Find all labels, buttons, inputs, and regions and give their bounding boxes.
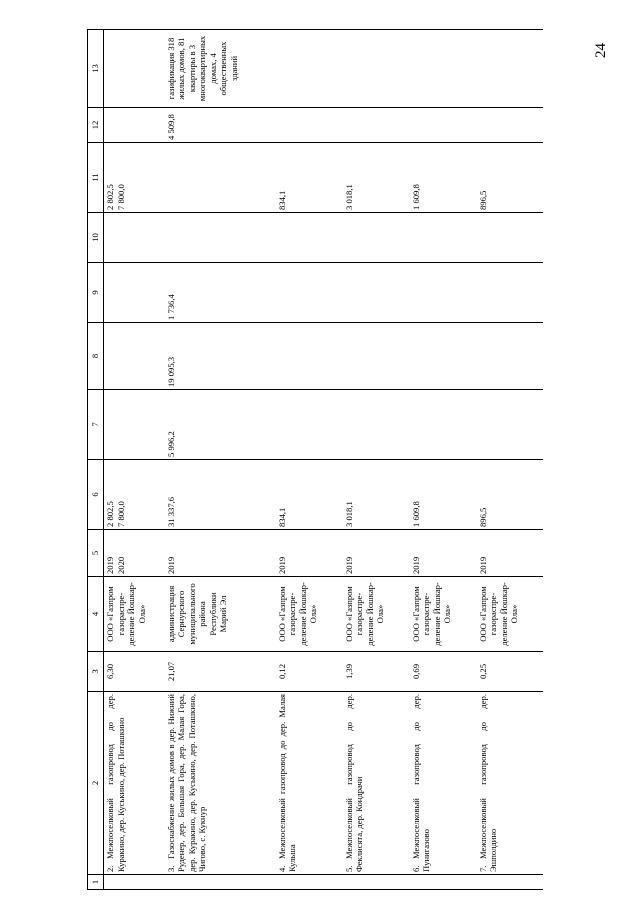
column-12-value: 4 509,8 [165,114,176,140]
length-cell [165,652,276,692]
column-9-cell [410,263,477,323]
column-11-cell [343,143,410,213]
column-12-cell [165,108,276,143]
object-name-cell [410,692,477,875]
column-11-value: 7 800,0 [115,184,126,210]
column-header: 10 [88,213,104,263]
length-value: 0,25 [477,663,488,680]
column-11-value: 3 018,1 [343,184,354,210]
organization-cell [165,577,276,652]
year-value: 2020 [115,556,126,574]
total-amount-value: 31 337,6 [165,496,176,527]
year-value: 2019 [276,556,287,574]
column-10-cell [477,213,543,263]
note-cell [410,30,477,108]
column-10-cell [165,213,276,263]
column-12-cell [343,108,410,143]
length-value: 21,07 [165,661,176,682]
note-text: газификация 318 жилых домов, 81 квартиры в 3 многоквартирных домах, 4 общественных зданий [165,35,239,102]
column-7-cell [165,390,276,460]
column-7-cell [276,390,343,460]
length-cell [410,652,477,692]
column-9-cell [104,263,165,323]
object-name-cell [104,692,165,875]
column-11-cell [410,143,477,213]
total-amount-cell [104,460,165,530]
column-8-cell [165,323,276,390]
year-value: 2019 [105,556,115,574]
column-10-cell [343,213,410,263]
column-number-row [88,30,104,890]
row-number: 4. [276,865,287,872]
column-11-value: 896,5 [477,190,488,210]
year-cell [165,530,276,577]
column-header: 4 [88,577,104,652]
column-7-value: 5 996,2 [165,431,176,457]
total-amount-cell [343,460,410,530]
length-cell [477,652,543,692]
table-row [477,30,543,890]
table-row [165,30,276,890]
column-header: 7 [88,390,104,460]
year-cell [477,530,543,577]
column-7-cell [477,390,543,460]
year-cell [104,530,165,577]
column-12-cell [477,108,543,143]
total-amount-value: 1 609,8 [410,501,421,527]
column-11-cell [165,143,276,213]
note-cell [276,30,343,108]
object-name-cell [165,692,276,875]
year-cell [276,530,343,577]
year-value: 2019 [477,556,488,574]
note-cell [104,30,165,108]
row-number-cell [477,875,543,890]
table-row [343,30,410,890]
column-10-cell [104,213,165,263]
column-12-cell [410,108,477,143]
object-name-cell [477,692,543,875]
column-9-cell [276,263,343,323]
organization-cell [276,577,343,652]
organization-name: ООО «Газпром газораспре-деление Йошкар-Ола» [276,582,318,646]
organization-cell [343,577,410,652]
column-header: 8 [88,323,104,390]
object-name: Межпоселковый газопровод до дер. Феклисята, дер. Кондрачи [343,694,364,872]
organization-cell [410,577,477,652]
column-header: 2 [88,692,104,875]
table-row [410,30,477,890]
organization-name: ООО «Газпром газораспре-деление Йошкар-Ола» [105,582,147,646]
total-amount-cell [165,460,276,530]
column-8-cell [104,323,165,390]
column-header: 6 [88,460,104,530]
row-number: 7. [477,865,488,872]
total-amount-value: 834,1 [276,507,287,527]
column-12-cell [276,108,343,143]
length-cell [276,652,343,692]
row-number-cell [410,875,477,890]
organization-cell [477,577,543,652]
column-8-cell [343,323,410,390]
length-value: 0,69 [410,663,421,680]
column-header: 1 [88,875,104,890]
column-header: 3 [88,652,104,692]
organization-name: ООО «Газпром газораспре-деление Йошкар-Ола» [477,582,519,646]
column-9-cell [343,263,410,323]
year-value: 2019 [410,556,421,574]
row-number-cell [276,875,343,890]
column-8-value: 19 095,3 [165,356,176,387]
total-amount-value: 3 018,1 [343,501,354,527]
row-number-cell [165,875,276,890]
total-amount-value: 896,5 [477,507,488,527]
total-amount-cell [276,460,343,530]
row-number-cell [343,875,410,890]
column-8-cell [276,323,343,390]
column-header: 5 [88,530,104,577]
column-7-cell [343,390,410,460]
row-number: 2. [105,865,115,872]
column-12-cell [104,108,165,143]
column-7-cell [410,390,477,460]
page-number: 24 [593,43,609,58]
note-cell [343,30,410,108]
year-value: 2019 [165,556,176,574]
column-10-cell [276,213,343,263]
row-number-cell [104,875,165,890]
column-11-value: 2 802,5 [105,184,115,210]
organization-name: ООО «Газпром газораспре-деление Йошкар-Ола» [343,582,385,646]
column-8-cell [477,323,543,390]
column-11-value: 834,1 [276,190,287,210]
row-number: 3. [165,865,176,872]
object-name-cell [343,692,410,875]
year-value: 2019 [343,556,354,574]
note-cell [165,30,276,108]
column-11-cell [276,143,343,213]
column-7-cell [104,390,165,460]
object-name: Межпоселковый газопровод до дер. Куракино, дер. Куськино, дер. Поташкино [105,694,126,872]
total-amount-value: 2 802,5 [105,501,115,527]
gas-supply-table [87,29,543,890]
total-amount-value: 7 800,0 [115,501,126,527]
year-cell [410,530,477,577]
total-amount-cell [410,460,477,530]
column-10-cell [410,213,477,263]
object-name: Межпоселковый газопровод до дер. Эшполдино [477,694,498,872]
length-value: 1,39 [343,663,354,680]
column-11-cell [477,143,543,213]
column-9-cell [477,263,543,323]
length-cell [104,652,165,692]
column-8-cell [410,323,477,390]
organization-name: администрация Сернурского муниципального района Республики Марий Эл [165,583,228,645]
table-row [276,30,343,890]
row-number: 6. [410,865,421,872]
column-9-cell [165,263,276,323]
table-row [104,30,165,890]
column-header: 11 [88,143,104,213]
column-9-value: 1 736,4 [165,294,176,320]
total-amount-cell [477,460,543,530]
object-name: Межпоселковый газопровод до дер. Пунигазово [410,694,431,872]
rotated-table-container [87,30,637,890]
object-name-cell [276,692,343,875]
length-value: 0,12 [276,663,287,680]
organization-name: ООО «Газпром газораспре-деление Йошкар-Ола» [410,582,452,646]
length-cell [343,652,410,692]
column-11-value: 1 609,8 [410,184,421,210]
organization-cell [104,577,165,652]
column-header: 12 [88,108,104,143]
row-number: 5. [343,865,354,872]
note-cell [477,30,543,108]
object-name: Газоснабжение жилых домов в дер. Нижний Руденер, дер. Большая Гора, дер. Малая Гора, дер. Куракино, дер. Куськино, дер. Поташкино, Чигово, с. Кукнур [165,694,207,872]
column-11-cell [104,143,165,213]
column-header: 13 [88,30,104,108]
object-name: Межпоселковый газопровод до дер. Малая Кульша [276,694,297,872]
column-header: 9 [88,263,104,323]
year-cell [343,530,410,577]
length-value: 6,30 [105,663,115,680]
